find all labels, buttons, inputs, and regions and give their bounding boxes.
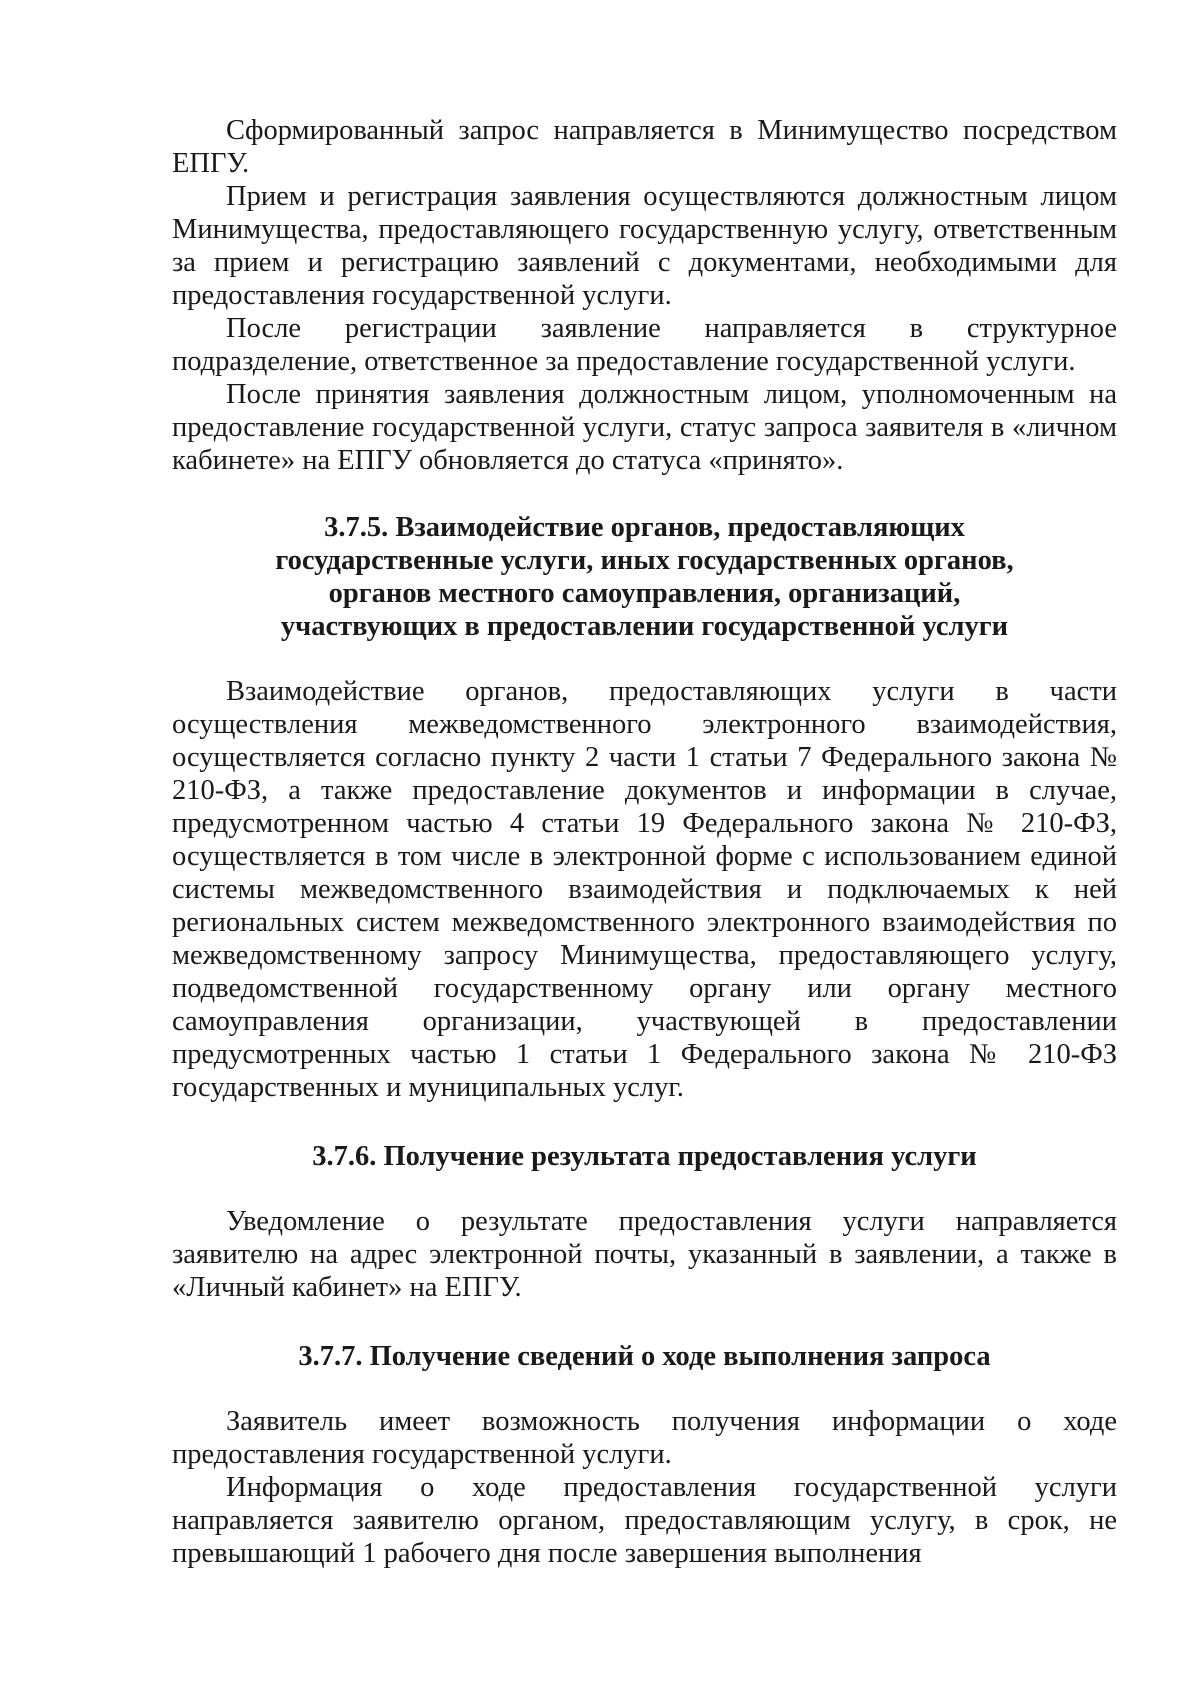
paragraph: Уведомление о результате предоставления услуги направляется заявителю на адрес электронной почты, указанный в заявлении, а также в «Личный кабинет» на ЕПГУ.: [172, 1206, 1117, 1303]
spacer: [172, 1304, 1117, 1340]
heading-line: 3.7.7. Получение сведений о ходе выполнения запроса: [298, 1341, 991, 1372]
spacer: [172, 477, 1117, 511]
paragraph: Информация о ходе предоставления государственной услуги направляется заявителю органом, предоставляющим услугу, в срок, не превышающий 1 рабочего дня после завершения выполнения: [172, 1472, 1117, 1569]
paragraph: Заявитель имеет возможность получения информации о ходе предоставления государственной услуги.: [172, 1406, 1117, 1470]
paragraph: Прием и регистрация заявления осуществляются должностным лицом Минимущества, предоставляющего государственную услугу, ответственным за прием и регистрацию заявлений с документами, необходимыми для предоставления государственной услуги.: [172, 181, 1117, 311]
heading-line: 3.7.6. Получение результата предоставления услуги: [312, 1141, 977, 1172]
section-heading-3-7-6: [172, 1140, 1117, 1173]
heading-line: 3.7.5. Взаимодействие органов, предоставляющих: [324, 512, 965, 543]
paragraph: После принятия заявления должностным лицом, уполномоченным на предоставление государственной услуги, статус запроса заявителя в «личном кабинете» на ЕПГУ обновляется до статуса «принято».: [172, 379, 1117, 476]
spacer: [172, 1373, 1117, 1405]
heading-line: государственные услуги, иных государственных органов,: [275, 545, 1014, 576]
heading-line: органов местного самоуправления, организаций,: [328, 578, 961, 609]
paragraph: После регистрации заявление направляется в структурное подразделение, ответственное за предоставление государственной услуги.: [172, 313, 1117, 377]
heading-line: участвующих в предоставлении государственной услуги: [280, 611, 1009, 642]
paragraph: Сформированный запрос направляется в Минимущество посредством ЕПГУ.: [172, 115, 1117, 179]
section-heading-3-7-7: [172, 1340, 1117, 1373]
spacer: [172, 1104, 1117, 1140]
paragraph: Взаимодействие органов, предоставляющих услуги в части осуществления межведомственного электронного взаимодействия, осуществляется согласно пункту 2 части 1 статьи 7 Федерального закона № 210-ФЗ, а также предоставление документов и информации в случае, предусмотренном частью 4 статьи 19 Федерального закона № 210-ФЗ, осуществляется в том числе в электронной форме с использованием единой системы межведомственного взаимодействия и подключаемых к ней региональных систем межведомственного электронного взаимодействия по межведомственному запросу Минимущества, предоставляющего услугу, подведомственной государственному органу или органу местного самоуправления организации, участвующей в предоставлении предусмотренных частью 1 статьи 1 Федерального закона № 210-ФЗ государственных и муниципальных услуг.: [172, 676, 1117, 1103]
section-heading-3-7-5: [172, 511, 1117, 643]
document-body: [172, 114, 1117, 1570]
spacer: [172, 643, 1117, 675]
spacer: [172, 1173, 1117, 1205]
